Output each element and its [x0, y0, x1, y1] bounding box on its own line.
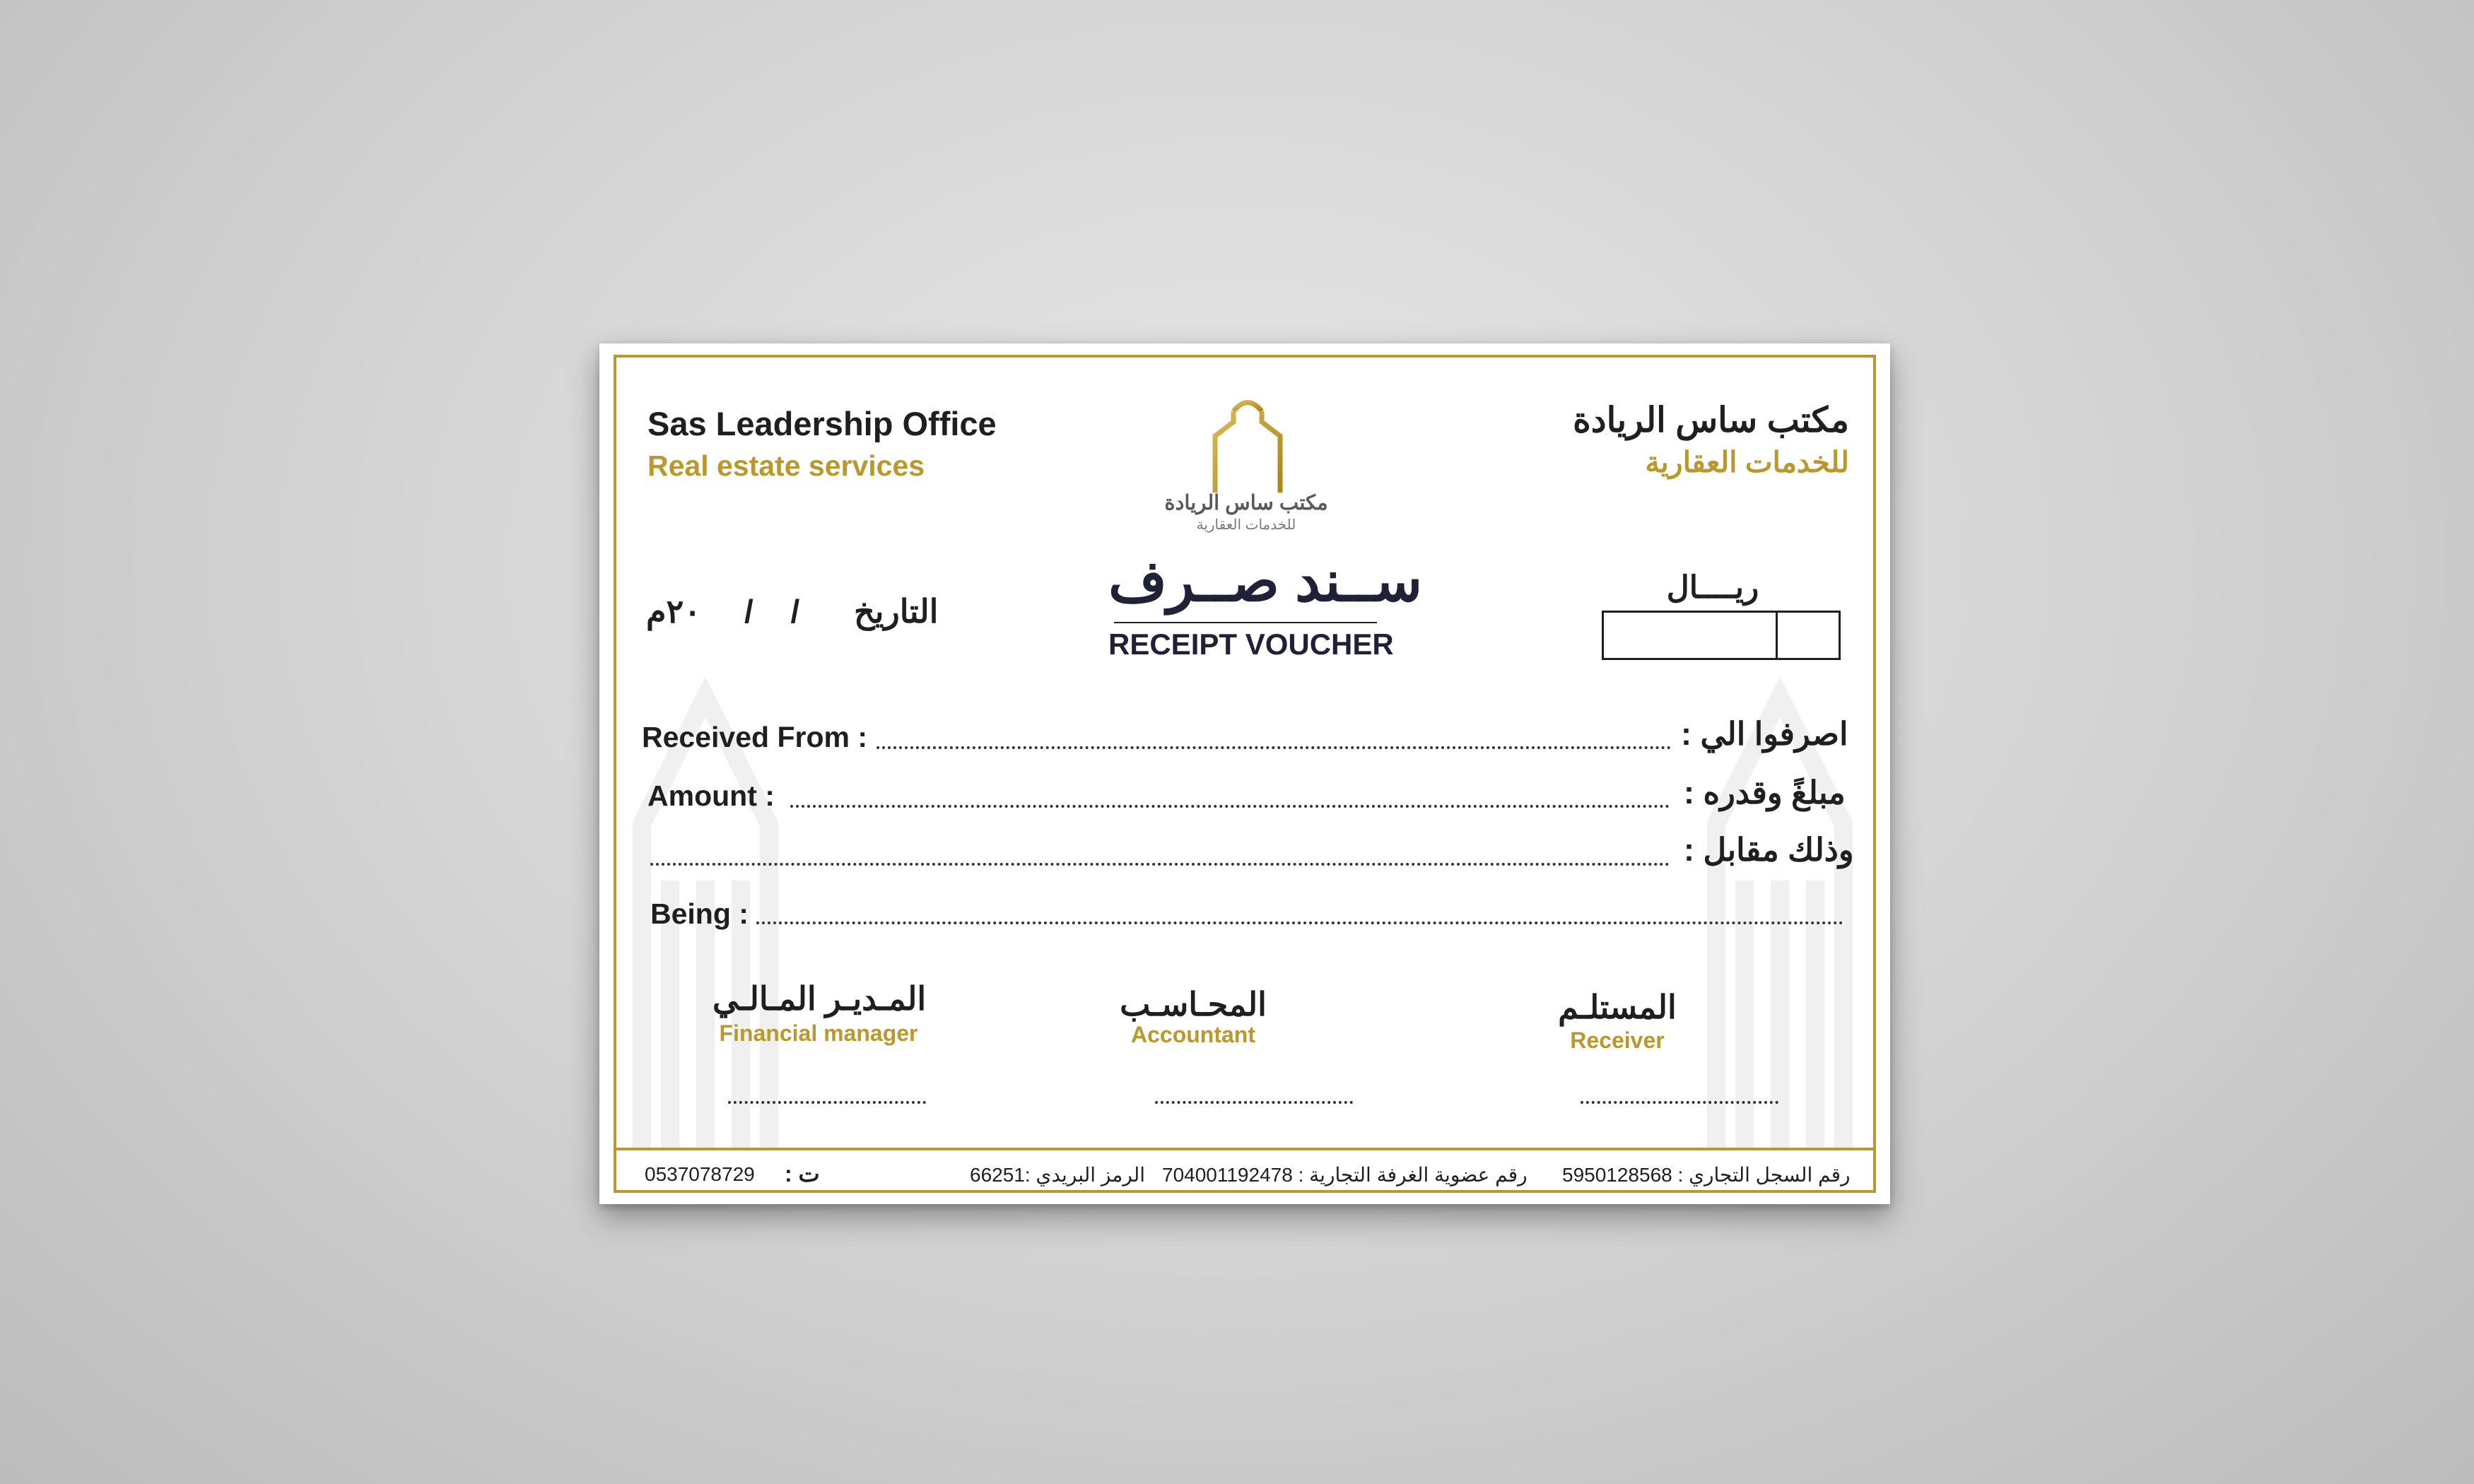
amount-box-divider — [1776, 611, 1778, 660]
being-line[interactable] — [756, 921, 1843, 924]
services-en: Real estate services — [647, 449, 925, 482]
currency-label: ريــــال — [1666, 570, 1759, 605]
financial-manager-label-en: Financial manager — [719, 1020, 918, 1046]
received-from-label-ar: اصرفوا الي : — [1681, 716, 1848, 752]
receiver-label-ar: المستلـم — [1558, 989, 1677, 1025]
company-name-en: Sas Leadership Office — [647, 405, 997, 442]
amount-label-en: Amount : — [647, 779, 775, 812]
against-label-ar: وذلك مقابل : — [1684, 832, 1854, 868]
being-label-en: Being : — [650, 897, 749, 930]
voucher-title-en: RECEIPT VOUCHER — [1108, 628, 1394, 661]
footer-phone: 0537078729 — [645, 1163, 755, 1185]
amount-label-ar: مبلغً وقدره : — [1684, 775, 1846, 811]
footer-commercial-registration: رقم السجل التجاري : 5950128568 — [1562, 1164, 1851, 1186]
date-year-suffix: ٢٠م — [646, 593, 701, 630]
company-name-ar: مكتب ساس الريادة — [1573, 401, 1849, 440]
watermark-left-icon — [621, 612, 790, 1149]
receiver-signature-line[interactable] — [1581, 1101, 1778, 1104]
receiver-label-en: Receiver — [1570, 1027, 1665, 1053]
voucher-title-ar: ســند صــرف — [1108, 550, 1423, 613]
amount-line[interactable] — [790, 805, 1670, 808]
amount-box-field[interactable] — [1602, 611, 1841, 660]
receipt-voucher — [599, 343, 1890, 1204]
footer-phone-label: ت : — [785, 1161, 820, 1186]
date-label: التاريخ — [854, 593, 939, 630]
financial-manager-label-ar: المـديـر المـالـي — [713, 980, 927, 1017]
footer-divider — [614, 1148, 1876, 1150]
title-divider — [1114, 622, 1377, 623]
footer-chamber-membership: رقم عضوية الغرفة التجارية : 704001192478 — [1162, 1164, 1528, 1186]
against-line[interactable] — [650, 863, 1670, 866]
logo-subtext: للخدمات العقارية — [1196, 517, 1296, 533]
watermark-right-icon — [1695, 612, 1865, 1149]
services-ar: للخدمات العقارية — [1645, 446, 1849, 478]
logo-text: مكتب ساس الريادة — [1164, 492, 1328, 514]
received-from-line[interactable] — [877, 746, 1671, 749]
footer-postal-code: الرمز البريدي :66251 — [970, 1164, 1146, 1186]
accountant-signature-line[interactable] — [1155, 1101, 1353, 1104]
accountant-label-en: Accountant — [1131, 1022, 1255, 1047]
accountant-label-ar: المحـاسـب — [1120, 986, 1267, 1023]
received-from-label-en: Received From : — [642, 721, 867, 753]
financial-manager-signature-line[interactable] — [728, 1101, 926, 1104]
building-logo-icon — [1205, 369, 1290, 493]
date-slashes: / / — [744, 593, 800, 630]
